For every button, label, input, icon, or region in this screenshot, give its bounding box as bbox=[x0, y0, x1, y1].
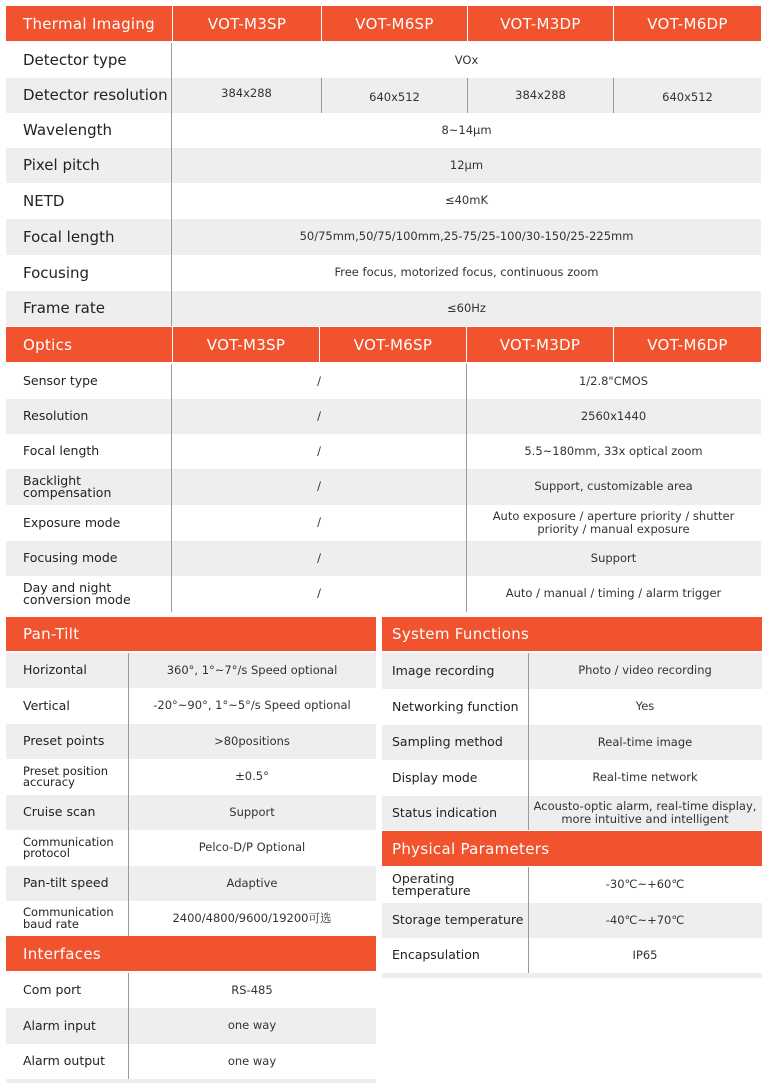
interfaces-title: Interfaces bbox=[23, 944, 101, 963]
spec-label: Preset points bbox=[23, 733, 105, 749]
label-column-divider bbox=[528, 867, 529, 973]
thermal-model-2: VOT-M6SP bbox=[355, 14, 434, 33]
thermal-row bbox=[6, 255, 761, 291]
thermal-row bbox=[6, 113, 761, 148]
spec-label: Preset position accuracy bbox=[23, 763, 109, 789]
optics-title: Optics bbox=[23, 335, 73, 354]
pantilt-row bbox=[6, 724, 376, 759]
spec-value: 2560x1440 bbox=[580, 408, 647, 423]
optics-model-3: VOT-M3DP bbox=[499, 335, 581, 354]
spec-label: Communication baud rate bbox=[23, 905, 114, 931]
spec-label: Vertical bbox=[23, 697, 70, 713]
system-title: System Functions bbox=[392, 625, 530, 643]
spec-value: -30℃~+60℃ bbox=[605, 877, 685, 892]
spec-value: Support bbox=[590, 550, 637, 565]
spec-label: Storage temperature bbox=[392, 912, 524, 928]
pantilt-row bbox=[6, 653, 376, 688]
optics-row bbox=[6, 434, 761, 469]
optics-row bbox=[6, 364, 761, 399]
spec-label: Pixel pitch bbox=[23, 156, 100, 174]
spec-label: Status indication bbox=[392, 804, 498, 820]
spec-value: / bbox=[317, 408, 321, 423]
spec-label: Resolution bbox=[23, 408, 89, 424]
spec-label: Display mode bbox=[392, 769, 478, 785]
spec-label: Networking function bbox=[392, 698, 519, 714]
spec-value: ±0.5° bbox=[235, 769, 269, 784]
cell-divider bbox=[321, 78, 322, 113]
spec-value: >80positions bbox=[214, 733, 290, 748]
optics-model-2: VOT-M6SP bbox=[353, 335, 433, 354]
spec-label: Focal length bbox=[23, 227, 115, 246]
spec-label: Alarm input bbox=[23, 1017, 96, 1033]
spec-value: one way bbox=[227, 1053, 277, 1068]
optics-row bbox=[6, 469, 761, 505]
spec-value: / bbox=[317, 373, 321, 388]
interfaces-row bbox=[6, 1008, 376, 1044]
spec-value: Yes bbox=[635, 699, 655, 714]
spec-value: 12μm bbox=[449, 157, 484, 172]
spec-value: 640x512 bbox=[369, 89, 420, 104]
label-column-divider bbox=[171, 43, 172, 326]
optics-model-1: VOT-M3SP bbox=[206, 335, 286, 354]
spec-value: 384x288 bbox=[515, 87, 566, 102]
spec-value: Real-time network bbox=[592, 770, 698, 785]
spec-label: Focusing mode bbox=[23, 550, 118, 566]
system-row bbox=[382, 689, 762, 725]
spec-value: 1/2.8"CMOS bbox=[578, 373, 649, 388]
thermal-model-3: VOT-M3DP bbox=[500, 14, 581, 33]
pantilt-row bbox=[6, 830, 376, 866]
spec-value: Support bbox=[229, 804, 275, 819]
spec-value: / bbox=[317, 515, 321, 530]
spec-value: Free focus, motorized focus, continuous zoom bbox=[334, 265, 599, 280]
interfaces-header bbox=[6, 936, 376, 971]
thermal-row bbox=[6, 219, 761, 255]
spec-value: 50/75mm,50/75/100mm,25-75/25-100/30-150/25-225mm bbox=[299, 229, 634, 244]
optics-row bbox=[6, 505, 761, 541]
spec-value: / bbox=[317, 479, 321, 494]
spec-value: IP65 bbox=[632, 947, 658, 962]
spec-label: Encapsulation bbox=[392, 947, 480, 963]
physical-row bbox=[382, 867, 762, 903]
interfaces-row bbox=[6, 973, 376, 1008]
spec-value: 2400/4800/9600/19200可选 bbox=[172, 910, 332, 925]
spec-value: Auto / manual / timing / alarm trigger bbox=[505, 586, 722, 601]
thermal-row bbox=[6, 291, 761, 326]
label-column-divider bbox=[128, 653, 129, 936]
pantilt-row bbox=[6, 795, 376, 830]
label-column-divider bbox=[128, 973, 129, 1079]
spec-value: Real-time image bbox=[597, 734, 693, 749]
spec-value: Auto exposure / aperture priority / shutter priority / manual exposure bbox=[492, 508, 735, 536]
label-column-divider bbox=[528, 653, 529, 830]
thermal-row bbox=[6, 78, 761, 113]
thermal-row bbox=[6, 148, 761, 183]
pantilt-row bbox=[6, 759, 376, 795]
spec-value: Acousto-optic alarm, real-time display, more intuitive and intelligent bbox=[533, 798, 757, 826]
pantilt-title: Pan-Tilt bbox=[23, 625, 80, 643]
thermal-model-1: VOT-M3SP bbox=[207, 14, 287, 33]
spec-value: 640x512 bbox=[662, 89, 713, 104]
spec-label: Pan-tilt speed bbox=[23, 875, 109, 891]
thermal-model-4: VOT-M6DP bbox=[647, 14, 728, 33]
spec-value: ≤60Hz bbox=[447, 300, 486, 315]
spec-label: Detector type bbox=[23, 51, 127, 69]
spec-label: Operating temperature bbox=[392, 870, 471, 898]
physical-row bbox=[382, 938, 762, 973]
system-row bbox=[382, 760, 762, 796]
thermal-title: Thermal Imaging bbox=[23, 14, 155, 33]
interfaces-bottom-strip bbox=[6, 1079, 376, 1083]
spec-value: one way bbox=[227, 1018, 277, 1033]
spec-value: VOx bbox=[454, 52, 479, 67]
physical-title: Physical Parameters bbox=[392, 839, 550, 858]
spec-value: 384x288 bbox=[221, 85, 272, 100]
physical-header bbox=[382, 831, 762, 866]
label-column-divider bbox=[171, 364, 172, 612]
spec-label: Detector resolution bbox=[23, 86, 168, 104]
spec-value: -40℃~+70℃ bbox=[605, 912, 685, 927]
system-row bbox=[382, 725, 762, 760]
spec-value: RS-485 bbox=[231, 982, 273, 997]
optics-header bbox=[6, 327, 761, 362]
sp-dp-divider bbox=[466, 364, 467, 612]
spec-label: Wavelength bbox=[23, 121, 112, 139]
spec-value: Pelco-D/P Optional bbox=[198, 840, 306, 855]
spec-label: NETD bbox=[23, 191, 65, 210]
optics-row bbox=[6, 576, 761, 612]
spec-label: Backlight compensation bbox=[23, 472, 112, 500]
thermal-row bbox=[6, 43, 761, 78]
pantilt-row bbox=[6, 901, 376, 936]
optics-row bbox=[6, 541, 761, 576]
spec-value: / bbox=[317, 550, 321, 565]
interfaces-row bbox=[6, 1044, 376, 1079]
spec-label: Sampling method bbox=[392, 734, 503, 750]
cell-divider bbox=[467, 78, 468, 113]
spec-label: Focusing bbox=[23, 263, 90, 282]
system-row bbox=[382, 796, 762, 830]
spec-label: Day and night conversion mode bbox=[23, 579, 131, 607]
pantilt-row bbox=[6, 866, 376, 901]
cell-divider bbox=[613, 78, 614, 113]
thermal-header bbox=[6, 6, 761, 41]
spec-value: 5.5~180mm, 33x optical zoom bbox=[524, 443, 703, 458]
physical-bottom-strip bbox=[382, 973, 762, 978]
pantilt-row bbox=[6, 688, 376, 724]
system-row bbox=[382, 653, 762, 689]
spec-value: / bbox=[317, 443, 321, 458]
spec-value: Adaptive bbox=[226, 875, 278, 890]
spec-value: Support, customizable area bbox=[534, 479, 693, 494]
spec-label: Image recording bbox=[392, 662, 495, 678]
spec-label: Com port bbox=[23, 982, 82, 998]
spec-value: Photo / video recording bbox=[578, 663, 712, 678]
spec-label: Horizontal bbox=[23, 662, 87, 678]
spec-label: Alarm output bbox=[23, 1053, 105, 1069]
pantilt-header bbox=[6, 617, 376, 651]
spec-label: Focal length bbox=[23, 443, 100, 459]
spec-value: 360°, 1°~7°/s Speed optional bbox=[166, 662, 338, 677]
spec-value: -20°~90°, 1°~5°/s Speed optional bbox=[153, 698, 351, 713]
spec-value: 8~14μm bbox=[441, 122, 492, 137]
physical-row bbox=[382, 903, 762, 938]
spec-value: / bbox=[317, 586, 321, 601]
spec-label: Cruise scan bbox=[23, 804, 96, 820]
thermal-row bbox=[6, 183, 761, 219]
optics-model-4: VOT-M6DP bbox=[647, 335, 728, 354]
spec-label: Frame rate bbox=[23, 299, 105, 317]
spec-label: Exposure mode bbox=[23, 514, 121, 530]
optics-row bbox=[6, 399, 761, 434]
system-header bbox=[382, 617, 762, 651]
spec-label: Communication protocol bbox=[23, 834, 114, 860]
spec-label: Sensor type bbox=[23, 373, 98, 389]
spec-value: ≤40mK bbox=[444, 193, 488, 208]
